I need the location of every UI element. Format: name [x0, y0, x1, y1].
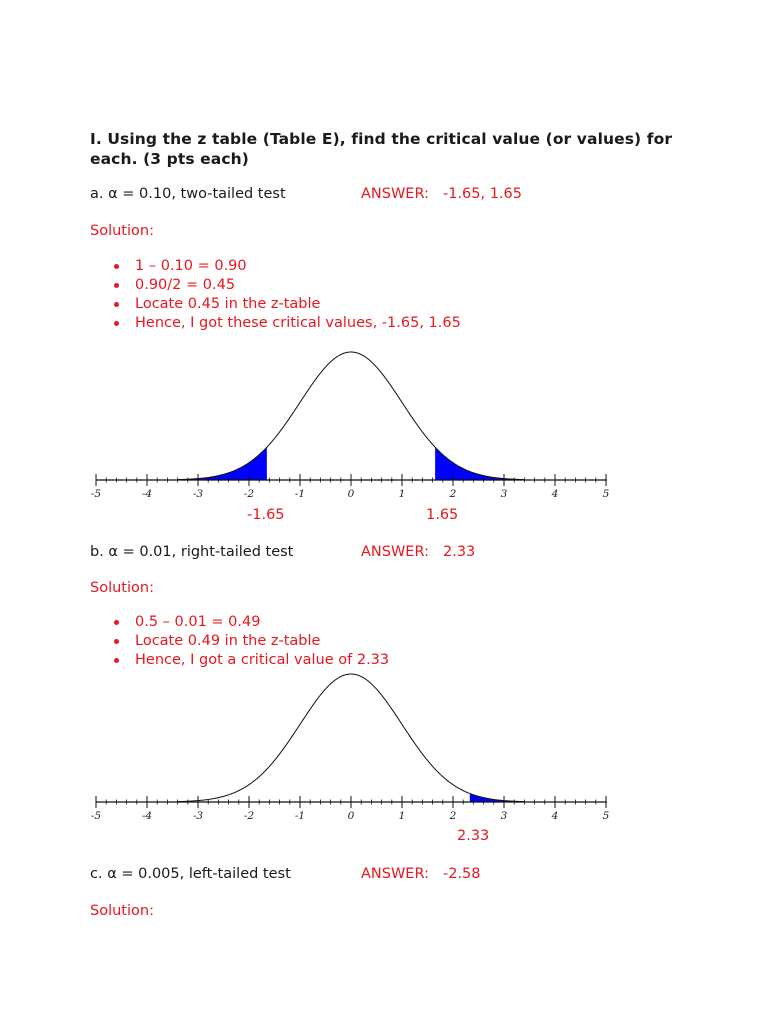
tick-label: -5 — [90, 488, 102, 500]
tick-label: -2 — [243, 488, 255, 500]
critical-label: 2.33 — [457, 828, 490, 844]
normal-curve-line — [178, 674, 525, 802]
tick-label: 1 — [398, 488, 406, 500]
normal-curve-line — [178, 352, 525, 480]
shaded-tail-region — [470, 794, 530, 802]
question-b: b. α = 0.01, right-tailed test — [90, 544, 294, 560]
section-heading: I. Using the z table (Table E), find the critical value (or values) for each. (3 pts each) — [90, 130, 673, 168]
tick-label: 2 — [449, 810, 457, 822]
tick-label: 1 — [398, 810, 406, 822]
tick-label: 3 — [500, 810, 508, 822]
answer-value: -1.65, 1.65 — [442, 186, 523, 202]
solution-label-c: Solution: — [90, 903, 154, 919]
question-c: c. α = 0.005, left-tailed test — [90, 866, 291, 882]
answer-a — [361, 185, 522, 203]
tick-label: -4 — [141, 488, 153, 500]
tick-label: -1 — [294, 488, 306, 500]
tick-label: -1 — [294, 810, 306, 822]
tick-label: 5 — [602, 488, 610, 500]
answer-label: ANSWER: — [361, 544, 429, 560]
list-item: 1 – 0.10 = 0.90 — [90, 257, 461, 276]
tick-label: -4 — [141, 810, 153, 822]
tick-label: 4 — [551, 488, 559, 500]
answer-value: 2.33 — [442, 544, 476, 560]
critical-label: -1.65 — [247, 507, 285, 523]
answer-label: ANSWER: — [361, 866, 429, 882]
answer-label: ANSWER: — [361, 186, 429, 202]
list-item: Hence, I got these critical values, -1.65, 1.65 — [90, 314, 461, 333]
tick-label: -2 — [243, 810, 255, 822]
list-item: Hence, I got a critical value of 2.33 — [90, 651, 389, 670]
question-a: a. α = 0.10, two-tailed test — [90, 186, 286, 202]
list-item: 0.90/2 = 0.45 — [90, 276, 461, 295]
tick-label: -3 — [192, 810, 204, 822]
list-item: 0.5 – 0.01 = 0.49 — [90, 613, 389, 632]
answer-c — [361, 865, 481, 883]
tick-label: 4 — [551, 810, 559, 822]
normal-curve-a — [0, 340, 768, 510]
tick-label: 0 — [347, 810, 355, 822]
list-item: Locate 0.45 in the z-table — [90, 295, 461, 314]
tick-label: -5 — [90, 810, 102, 822]
solution-label-b: Solution: — [90, 580, 154, 596]
list-item: Locate 0.49 in the z-table — [90, 632, 389, 651]
answer-value: -2.58 — [442, 866, 481, 882]
answer-b — [361, 543, 475, 561]
tick-label: 5 — [602, 810, 610, 822]
normal-curve-b — [0, 662, 768, 832]
tick-label: 3 — [500, 488, 508, 500]
solution-label-a: Solution: — [90, 223, 154, 239]
tick-label: 0 — [347, 488, 355, 500]
solution-steps-a — [90, 257, 461, 333]
tick-label: 2 — [449, 488, 457, 500]
tick-label: -3 — [192, 488, 204, 500]
critical-label: 1.65 — [426, 507, 459, 523]
